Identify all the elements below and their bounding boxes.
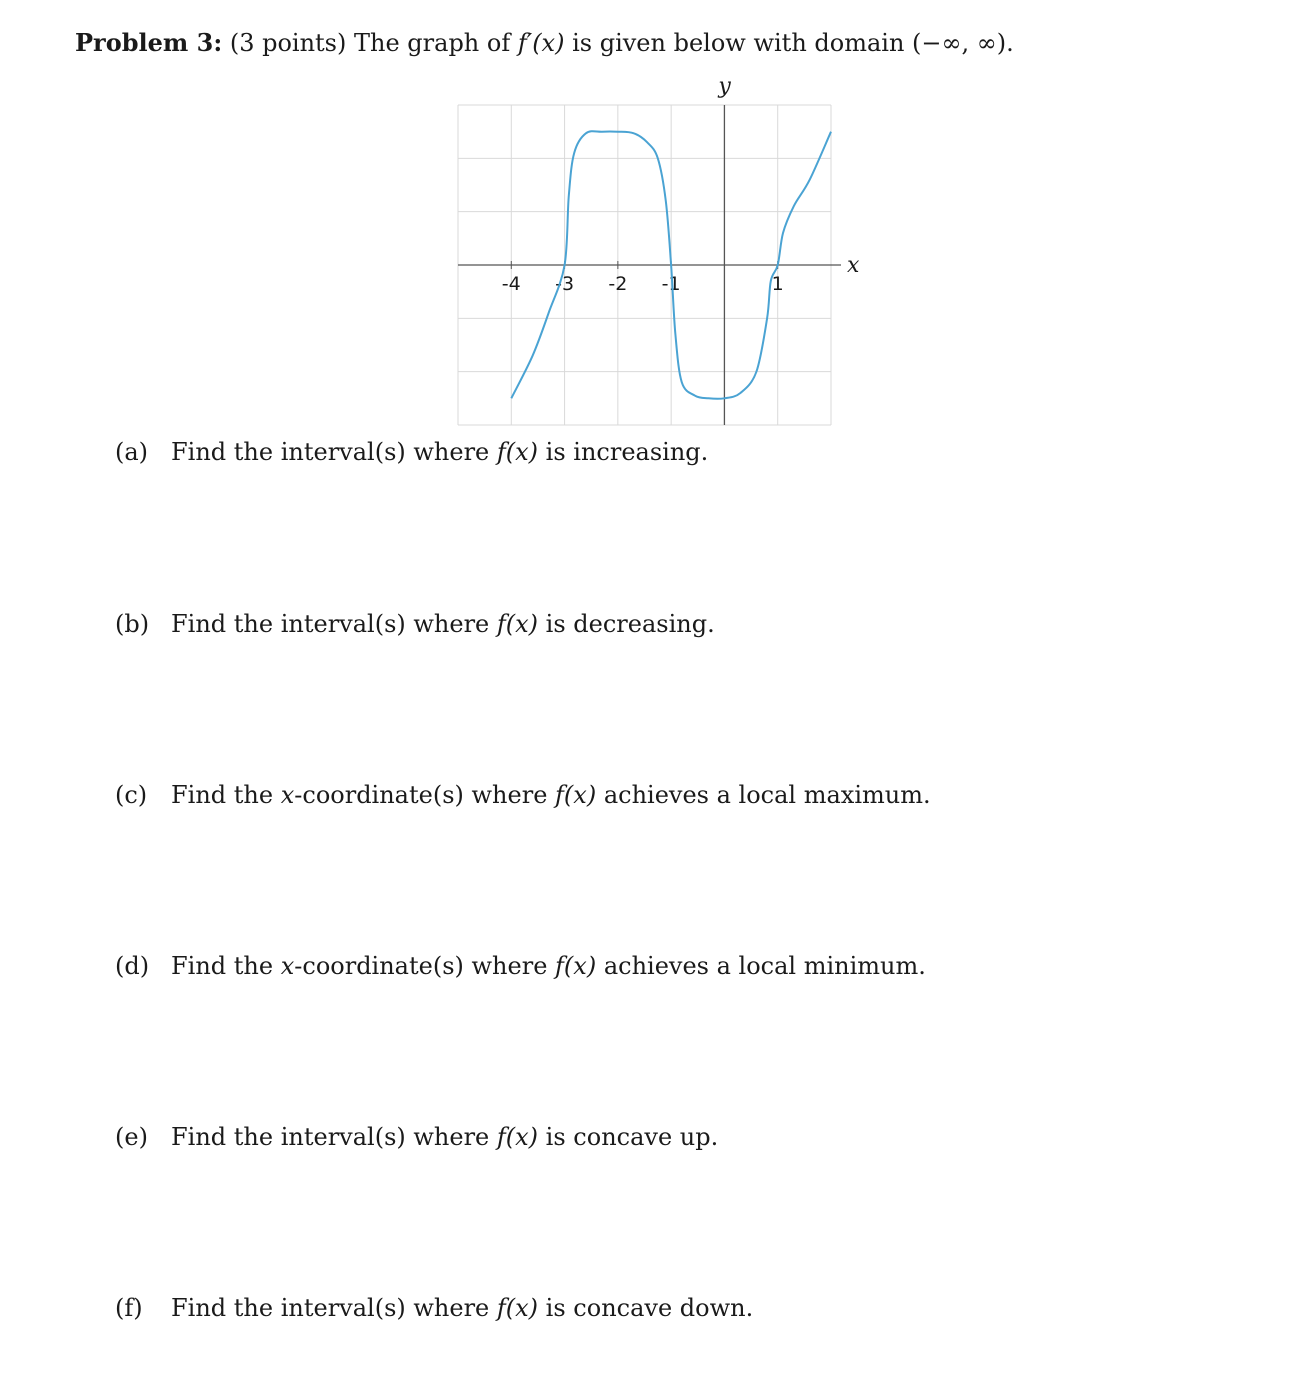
question-func: f(x) [496, 1294, 539, 1322]
question-func: f(x) [496, 438, 539, 466]
question-text: is increasing. [538, 438, 709, 466]
derivative-graph [440, 70, 860, 440]
question-func: f(x) [496, 1123, 539, 1151]
question-c [115, 781, 931, 809]
problem-end: . [1006, 29, 1014, 57]
question-text: -coordinate(s) where [294, 952, 556, 980]
question-label: (c) [115, 781, 148, 809]
question-func: f(x) [555, 952, 597, 980]
question-text: is decreasing. [538, 610, 715, 638]
problem-label: Problem 3: [75, 28, 223, 57]
question-e [115, 1123, 718, 1151]
x-ticks [502, 261, 784, 295]
question-text: is concave down. [538, 1294, 754, 1322]
question-var: x [280, 952, 295, 980]
question-text: Find the interval(s) where [171, 1294, 497, 1322]
x-tick-label: 1 [771, 273, 784, 295]
question-var: x [280, 781, 295, 809]
question-text: -coordinate(s) where [294, 781, 556, 809]
problem-text-a: The graph of [354, 29, 518, 57]
x-tick-label: -1 [661, 273, 681, 295]
problem-func: f′(x) [517, 29, 565, 57]
axes [458, 105, 841, 425]
question-label: (e) [115, 1123, 148, 1151]
x-tick-label: -4 [501, 273, 521, 295]
x-axis-label: x [847, 253, 860, 278]
question-text: Find the [171, 952, 281, 980]
question-text: achieves a local minimum. [596, 952, 926, 980]
problem-points: (3 points) [229, 29, 347, 57]
question-func: f(x) [496, 610, 539, 638]
question-label: (f) [115, 1294, 143, 1322]
problem-header [75, 28, 1014, 57]
y-axis-label: y [718, 74, 731, 99]
question-label: (b) [115, 610, 150, 638]
question-text: achieves a local maximum. [596, 781, 931, 809]
question-d [115, 952, 926, 980]
question-text: is concave up. [538, 1123, 719, 1151]
question-text: Find the [171, 781, 281, 809]
problem-text-b: is given below with domain [564, 29, 913, 57]
question-label: (a) [115, 438, 149, 466]
question-f [115, 1294, 753, 1322]
question-func: f(x) [555, 781, 597, 809]
x-tick-label: -2 [608, 273, 628, 295]
question-label: (d) [115, 952, 150, 980]
question-b [115, 610, 715, 638]
problem-domain: (−∞, ∞) [912, 29, 1007, 57]
question-text: Find the interval(s) where [171, 610, 497, 638]
question-text: Find the interval(s) where [171, 1123, 497, 1151]
x-tick-label: -3 [555, 273, 575, 295]
question-a [115, 438, 708, 466]
question-text: Find the interval(s) where [171, 438, 497, 466]
